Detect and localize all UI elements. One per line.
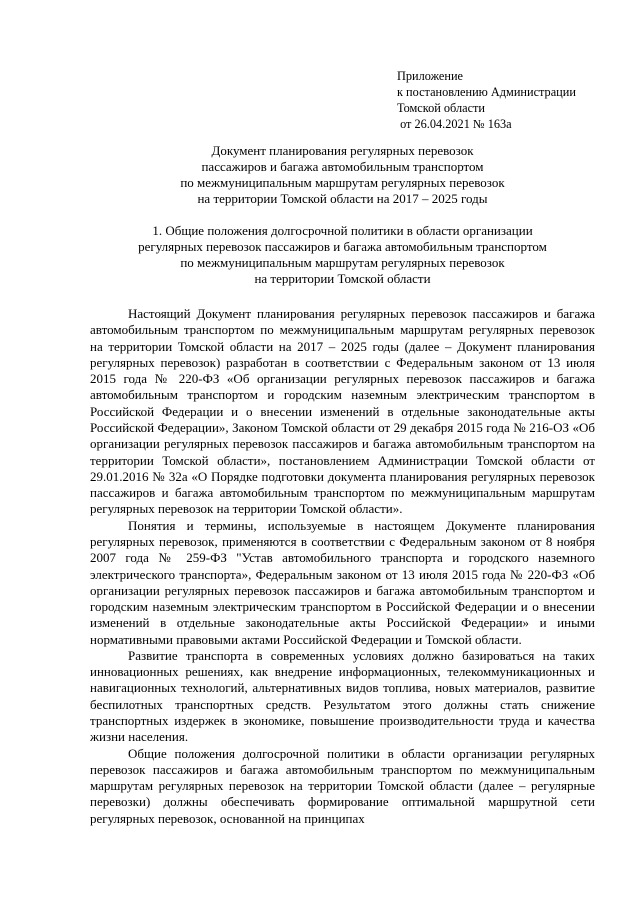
paragraph-4: Общие положения долгосрочной политики в области организации регулярных перевозок пассажиров и багажа автомобильным транспортом по межмуниципальным маршрутам регулярных перевозок на территории Томской области (далее – регулярные перевозки) должны обеспечивать формирование оптимальной маршрутной сети регулярных перевозок, основанной на принципах bbox=[90, 745, 595, 826]
body-text bbox=[90, 306, 595, 827]
appendix-label: Приложение bbox=[397, 69, 463, 83]
paragraph-1: Настоящий Документ планирования регулярных перевозок пассажиров и багажа автомобильным транспортом по межмуниципальным маршрутам регулярных перевозок на территории Томской области на 2017 – 2025 годы (далее – Документ планирования регулярных перевозок) разработан в соответствии с Федеральным законом от 13 июля 2015 года № 220-ФЗ «Об организации регулярных перевозок пассажиров и багажа автомобильным транспортом и городским наземным электрическим транспортом в Российской Федерации и о внесении изменений в отдельные законодательные акты Российской Федерации», Законом Томской области от 29 декабря 2015 года № 216-ОЗ «Об организации регулярных перевозок пассажиров и багажа автомобильным транспортом на территории Томской области», постановлением Администрации Томской области от 29.01.2016 № 32а «О Порядке подготовки документа планирования регулярных перевозок пассажиров и багажа автомобильным транспортом по межмуниципальным маршрутам регулярных перевозок на территории Томской области». bbox=[90, 306, 595, 517]
section-heading-line: по межмуниципальным маршрутам регулярных перевозок bbox=[180, 255, 505, 270]
appendix-date-number: от 26.04.2021 № 163а bbox=[397, 117, 512, 131]
section-heading-line: 1. Общие положения долгосрочной политики в области организации bbox=[152, 223, 533, 238]
appendix-region: Томской области bbox=[397, 101, 485, 115]
document-title-line: Документ планирования регулярных перевозок bbox=[211, 143, 474, 158]
paragraph-2: Понятия и термины, используемые в настоящем Документе планирования регулярных перевозок, применяются в соответствии с Федеральным законом от 8 ноября 2007 года № 259-ФЗ "Устав автомобильного транспорта и городского наземного электрического транспорта», Федеральным законом от 13 июля 2015 года № 220-ФЗ «Об организации регулярных перевозок пассажиров и багажа автомобильным транспортом и городским наземным электрическим транспортом в Российской Федерации и о внесении изменений в отдельные законодательные акты Российской Федерации» и иными нормативными правовыми актами Российской Федерации и Томской области. bbox=[90, 517, 595, 647]
document-title-line: пассажиров и багажа автомобильным транспортом bbox=[201, 159, 484, 174]
document-title-line: на территории Томской области на 2017 – 2025 годы bbox=[197, 191, 488, 206]
appendix-resolution-ref: к постановлению Администрации bbox=[397, 85, 576, 99]
document-title bbox=[90, 143, 595, 207]
paragraph-3: Развитие транспорта в современных условиях должно базироваться на таких инновационных решениях, как внедрение информационных, телекоммуникационных и навигационных технологий, альтернативных видов топлива, новых материалов, развитие беспилотных транспортных средств. Результатом этого должны стать снижение транспортных издержек в экономике, повышение производительности труда и качества жизни населения. bbox=[90, 647, 595, 745]
section-heading bbox=[90, 223, 595, 287]
section-heading-line: регулярных перевозок пассажиров и багажа автомобильным транспортом bbox=[138, 239, 547, 254]
document-title-line: по межмуниципальным маршрутам регулярных перевозок bbox=[180, 175, 505, 190]
section-heading-line: на территории Томской области bbox=[254, 271, 431, 286]
appendix-header bbox=[397, 68, 576, 132]
